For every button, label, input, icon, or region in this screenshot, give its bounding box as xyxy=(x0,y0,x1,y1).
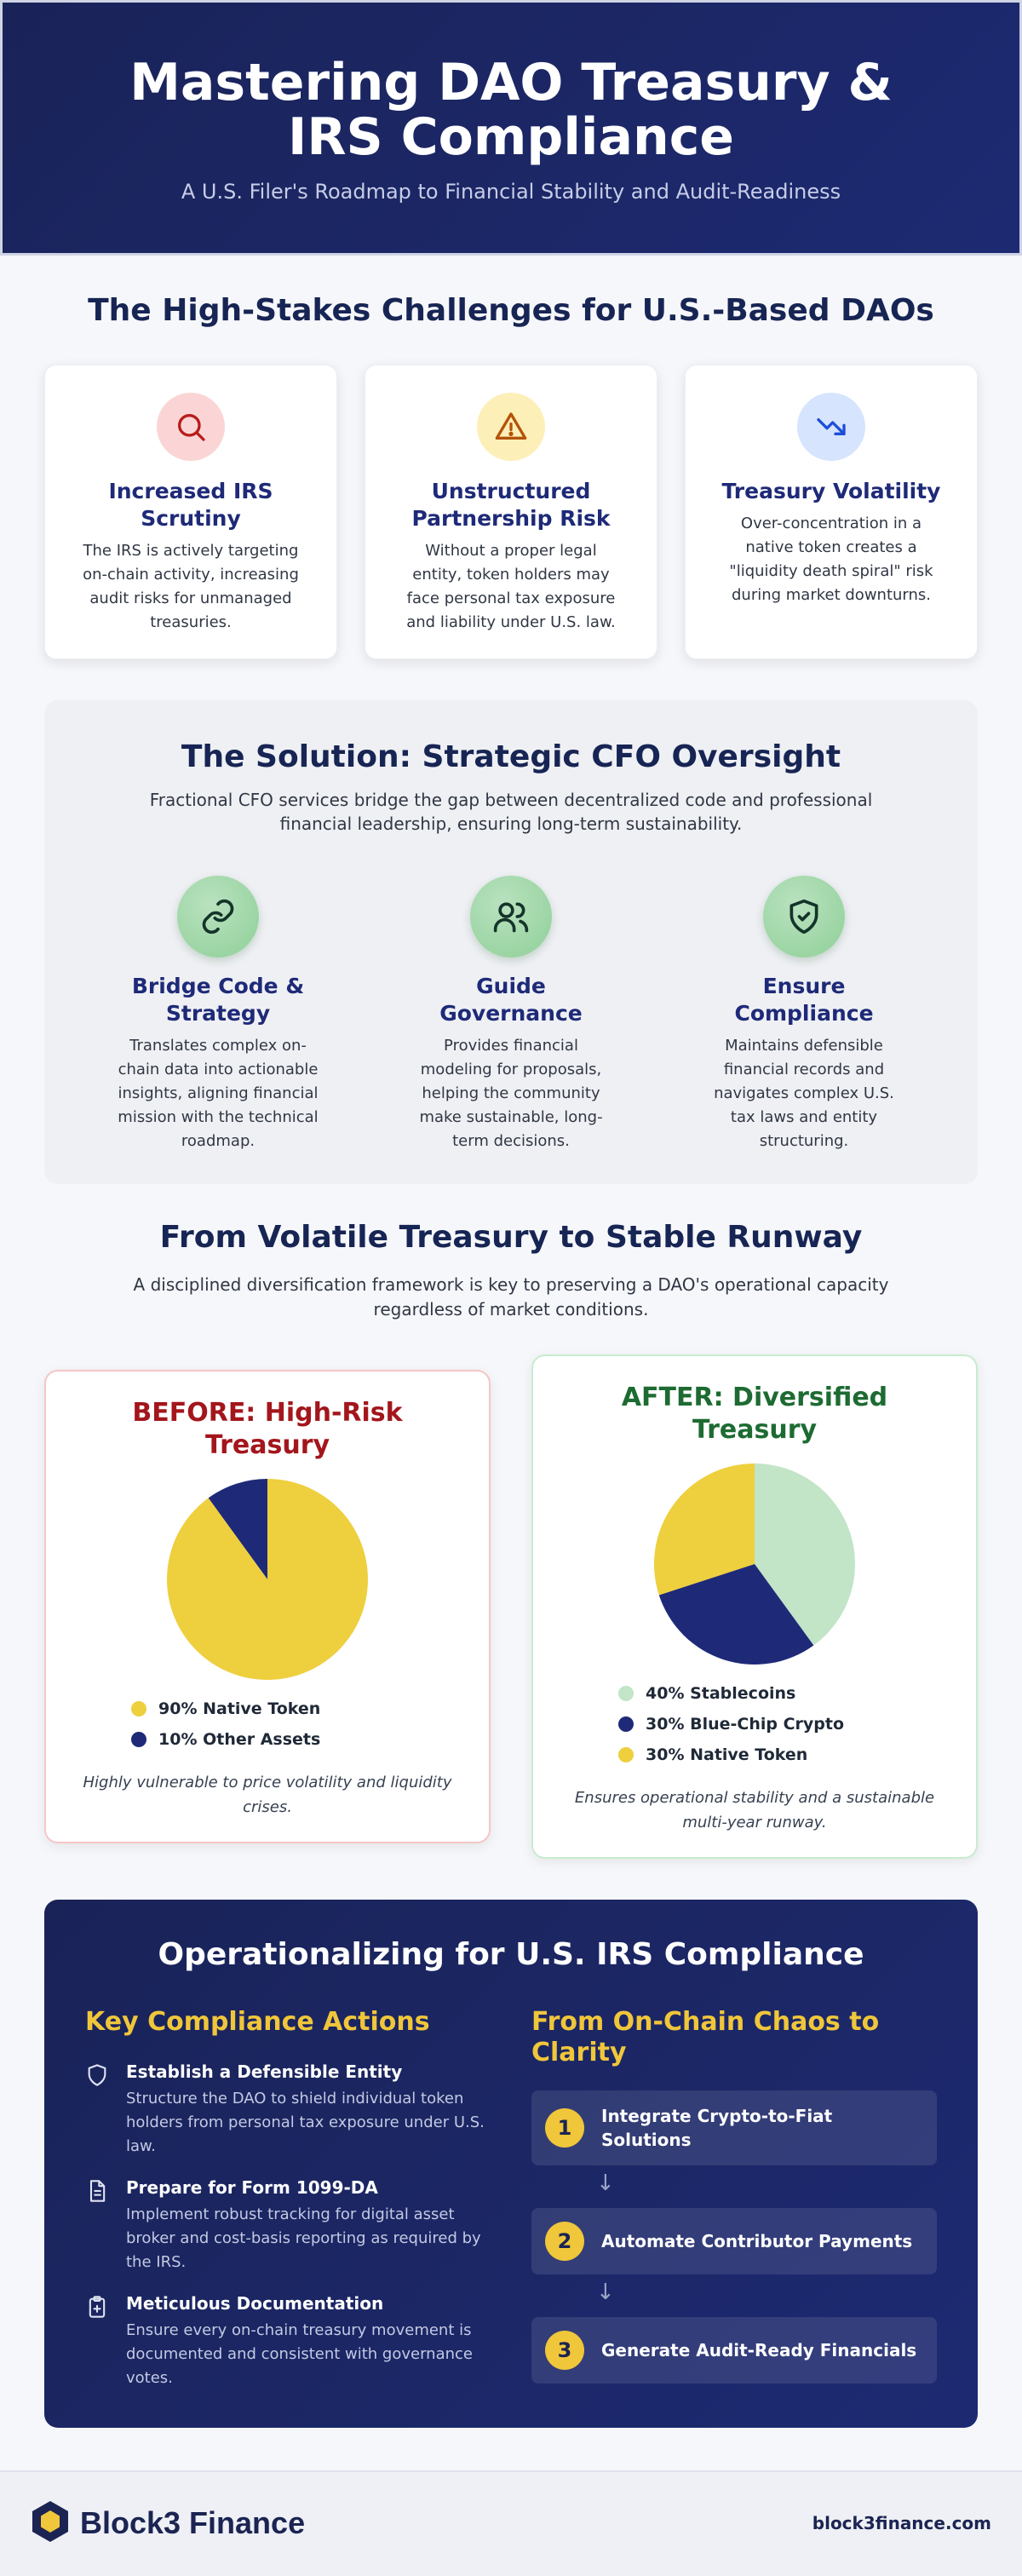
document-icon xyxy=(85,2179,109,2206)
runway-intro: A disciplined diversification framework is key to preserving a DAO's operational capacity regardless of market conditions. xyxy=(133,1274,889,1320)
solution-item-text: Maintains defensible financial records and navigates complex U.S. tax laws and entity structuring. xyxy=(714,1037,894,1150)
legend-label: 90% Native Token xyxy=(158,1699,321,1718)
link-icon xyxy=(177,876,259,957)
challenge-text: Without a proper legal entity, token holders may face personal tax exposure and liability under U.S. law. xyxy=(406,542,616,631)
solution-item-text: Translates complex on-chain data into actionable insights, aligning financial mission with the technical roadmap. xyxy=(118,1037,319,1150)
hexagon-logo-icon xyxy=(31,2499,70,2547)
challenge-text: The IRS is actively targeting on-chain activity, increasing audit risks for unmanaged treasuries. xyxy=(83,542,299,631)
step-label: Integrate Crypto-to-Fiat Solutions xyxy=(601,2106,833,2150)
solution-item-text: Provides financial modeling for proposals, helping the community make sustainable, long-term decisions. xyxy=(419,1037,603,1150)
action-item xyxy=(85,2061,494,2159)
solution-item-title: Bridge Code & Strategy xyxy=(131,974,305,1026)
action-text: Ensure every on-chain treasury movement is documented and consistent with governance votes. xyxy=(126,2321,473,2387)
clipboard-icon xyxy=(85,2295,109,2322)
brand-logo[interactable] xyxy=(31,2499,305,2547)
legend-label: 10% Other Assets xyxy=(158,1730,321,1749)
step-1 xyxy=(531,2090,937,2165)
action-item xyxy=(85,2177,494,2274)
action-title: Meticulous Documentation xyxy=(126,2293,384,2314)
footer xyxy=(0,2470,1022,2576)
before-note: Highly vulnerable to price volatility and liquidity crises. xyxy=(83,1774,452,1816)
compliance-title: Operationalizing for U.S. IRS Compliance xyxy=(158,1937,864,1972)
solution-item-compliance xyxy=(676,876,932,1153)
action-title: Establish a Defensible Entity xyxy=(126,2061,403,2082)
legend-item xyxy=(618,1739,976,1770)
before-pie-chart xyxy=(165,1477,370,1682)
legend-swatch xyxy=(618,1716,634,1732)
arrow-down-icon: ↓ xyxy=(596,2280,615,2305)
users-icon xyxy=(470,876,552,957)
challenge-card-partnership xyxy=(365,365,657,659)
search-icon xyxy=(157,393,225,461)
action-title: Prepare for Form 1099-DA xyxy=(126,2177,378,2198)
legend-item xyxy=(618,1709,976,1739)
solution-item-title: Ensure Compliance xyxy=(734,974,874,1026)
compliance-section xyxy=(44,1900,978,2428)
challenge-title: Treasury Volatility xyxy=(721,479,941,503)
step-number: 3 xyxy=(545,2331,584,2370)
after-pie-chart xyxy=(652,1462,857,1666)
action-text: Structure the DAO to shield individual token holders from personal tax exposure under U.S. law. xyxy=(126,2090,485,2155)
legend-swatch xyxy=(131,1732,146,1747)
arrow-down-icon: ↓ xyxy=(596,2171,615,2196)
challenge-title: Unstructured Partnership Risk xyxy=(411,479,611,531)
warning-icon xyxy=(477,393,545,461)
step-number: 1 xyxy=(545,2108,584,2148)
solution-title: The Solution: Strategic CFO Oversight xyxy=(181,739,841,774)
brand-name: Block3 Finance xyxy=(80,2505,306,2540)
solution-item-bridge xyxy=(90,876,346,1153)
page-subtitle: A U.S. Filer's Roadmap to Financial Stability and Audit-Readiness xyxy=(181,180,841,204)
legend-item xyxy=(131,1693,489,1724)
legend-label: 30% Blue-Chip Crypto xyxy=(646,1715,845,1734)
solution-intro: Fractional CFO services bridge the gap between decentralized code and professional financial leadership, ensuring long-term sustainability. xyxy=(149,790,873,834)
challenge-card-irs xyxy=(44,365,337,659)
clarity-heading: From On-Chain Chaos to Clarity xyxy=(531,2007,880,2067)
legend-swatch xyxy=(618,1686,634,1701)
legend-item xyxy=(618,1678,976,1709)
hero-banner xyxy=(0,0,1022,256)
challenges-title: The High-Stakes Challenges for U.S.-Based DAOs xyxy=(88,293,934,328)
step-2 xyxy=(531,2208,937,2274)
after-note: Ensures operational stability and a sustainable multi-year runway. xyxy=(574,1789,935,1831)
step-label: Automate Contributor Payments xyxy=(601,2231,913,2251)
runway-title: From Volatile Treasury to Stable Runway xyxy=(159,1220,863,1255)
after-title: AFTER: Diversified Treasury xyxy=(621,1383,888,1445)
solution-item-governance xyxy=(383,876,639,1153)
step-3 xyxy=(531,2317,937,2383)
shield-check-icon xyxy=(763,876,845,957)
action-text: Implement robust tracking for digital asset broker and cost-basis reporting as required by the IRS. xyxy=(126,2205,481,2271)
legend-label: 40% Stablecoins xyxy=(646,1684,796,1703)
after-legend xyxy=(618,1678,976,1770)
legend-swatch xyxy=(131,1701,146,1716)
trending-down-icon xyxy=(797,393,865,461)
after-card xyxy=(531,1354,978,1859)
action-item xyxy=(85,2293,494,2390)
challenge-title: Increased IRS Scrutiny xyxy=(108,479,273,531)
challenge-card-volatility xyxy=(685,365,978,659)
before-card xyxy=(44,1370,491,1843)
step-label: Generate Audit-Ready Financials xyxy=(601,2340,917,2360)
legend-swatch xyxy=(618,1747,634,1762)
before-legend xyxy=(131,1693,489,1755)
before-title: BEFORE: High-Risk Treasury xyxy=(132,1398,403,1460)
solution-section xyxy=(44,700,978,1184)
shield-icon xyxy=(85,2063,109,2090)
solution-item-title: Guide Governance xyxy=(439,974,583,1026)
website-link[interactable]: block3finance.com xyxy=(812,2513,991,2533)
challenge-text: Over-concentration in a native token creates a "liquidity death spiral" risk during market downturns. xyxy=(729,515,933,604)
key-actions-heading: Key Compliance Actions xyxy=(85,2007,430,2037)
legend-item xyxy=(131,1724,489,1755)
legend-label: 30% Native Token xyxy=(646,1745,808,1764)
step-number: 2 xyxy=(545,2222,584,2261)
pie-slice-native-token xyxy=(167,1479,368,1680)
page-title: Mastering DAO Treasury & IRS Compliance xyxy=(129,53,893,167)
